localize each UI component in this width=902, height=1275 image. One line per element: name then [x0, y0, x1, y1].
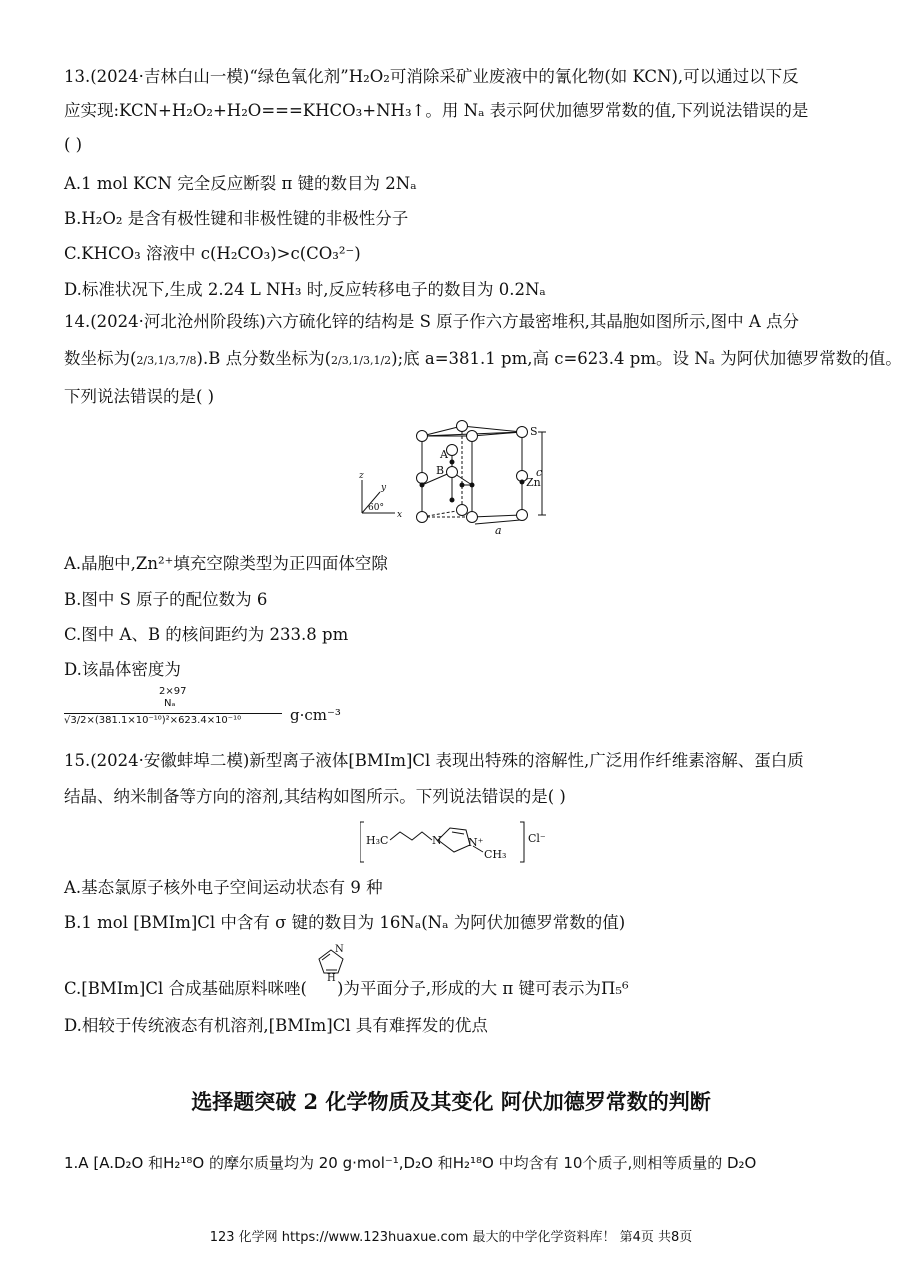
label-a-point: A: [440, 448, 448, 461]
n1-label: N: [432, 834, 442, 847]
density-unit: g·cm⁻³: [290, 706, 341, 724]
label-x-axis: x: [397, 510, 403, 520]
q13-option-a: A.1 mol KCN 完全反应断裂 π 键的数目为 2Nₐ: [64, 174, 417, 193]
q15-option-b: B.1 mol [BMIm]Cl 中含有 σ 键的数目为 16Nₐ(Nₐ 为阿伏加德罗常数的值): [64, 913, 626, 932]
q15-option-d: D.相较于传统液态有机溶剂,[BMIm]Cl 具有难挥发的优点: [64, 1016, 488, 1035]
q15-option-c-pre: C.[BMIm]Cl 合成基础原料咪唑(: [64, 979, 307, 998]
bmim-structure: [360, 818, 550, 866]
density-numerator-2: Nₐ: [164, 698, 176, 709]
label-zn: Zn: [526, 476, 541, 489]
q15-option-a: A.基态氯原子核外电子空间运动状态有 9 种: [64, 878, 383, 897]
q13-option-c: C.KHCO₃ 溶液中 c(H₂CO₃)>c(CO₃²⁻): [64, 244, 361, 263]
ch3-label: CH₃: [484, 848, 507, 861]
q14-coord-b: 2/3,1/3,1/2: [331, 354, 392, 367]
crystal-cell-figure: [350, 420, 550, 535]
n2-label: N⁺: [468, 836, 484, 849]
q15-line1: 15.(2024·安徽蚌埠二模)新型离子液体[BMIm]Cl 表现出特殊的溶解性,广泛用作纤维素溶解、蛋白质: [64, 751, 804, 770]
q13-line2: 应实现:KCN+H₂O₂+H₂O===KHCO₃+NH₃↑。用 Nₐ 表示阿伏加德罗常数的值,下列说法错误的是: [64, 101, 809, 120]
label-s: S: [530, 425, 538, 438]
fraction-bar: [64, 713, 282, 714]
label-c: c: [536, 466, 543, 479]
label-a-length: a: [495, 524, 502, 535]
q13-option-b: B.H₂O₂ 是含有极性键和非极性键的非极性分子: [64, 209, 409, 228]
q14-line2-pre: 数坐标为(: [64, 349, 137, 368]
density-denominator: √3/2×(381.1×10⁻¹⁰)²×623.4×10⁻¹⁰: [64, 715, 242, 726]
q14-coord-a: 2/3,1/3,7/8: [136, 354, 197, 367]
label-z-axis: z: [359, 471, 364, 481]
label-b-point: B: [436, 464, 445, 477]
h3c-label: H₃C: [366, 834, 389, 847]
q14-option-c: C.图中 A、B 的核间距约为 233.8 pm: [64, 625, 349, 644]
q14-line2: [64, 348, 902, 372]
q14-option-b: B.图中 S 原子的配位数为 6: [64, 590, 268, 609]
q13-option-d: D.标准状况下,生成 2.24 L NH₃ 时,反应转移电子的数目为 0.2Nₐ: [64, 280, 546, 299]
q13-line1: 13.(2024·吉林白山一模)“绿色氧化剂”H₂O₂可消除采矿业废液中的氰化物(如 KCN),可以通过以下反: [64, 67, 799, 86]
label-y-axis: y: [381, 483, 387, 493]
density-numerator-1: 2×97: [159, 686, 187, 697]
q14-line3: 下列说法错误的是( ): [64, 387, 215, 406]
q14-line1: 14.(2024·河北沧州阶段练)六方硫化锌的结构是 S 原子作六方最密堆积,其晶胞如图所示,图中 A 点分: [64, 312, 800, 331]
imidazole-structure: [313, 942, 349, 982]
label-angle: 60°: [368, 503, 384, 513]
section-title: 选择题突破 2 化学物质及其变化 阿伏加德罗常数的判断: [191, 1089, 711, 1114]
chloride-label: Cl⁻: [528, 832, 546, 845]
q15-line2: 结晶、纳米制备等方向的溶剂,其结构如图所示。下列说法错误的是( ): [64, 787, 566, 806]
imidazole-h-label: H: [327, 973, 336, 982]
imidazole-n-label: N: [335, 944, 344, 955]
q15-option-c-post: )为平面分子,形成的大 π 键可表示为Π₅⁶: [336, 979, 629, 998]
q14-line2-post: );底 a=381.1 pm,高 c=623.4 pm。设 Nₐ 为阿伏加德罗常数的值。: [391, 349, 902, 368]
q13-line3: ( ): [64, 135, 83, 154]
q14-option-a: A.晶胞中,Zn²⁺填充空隙类型为正四面体空隙: [64, 554, 388, 573]
q14-line2-mid: ).B 点分数坐标为(: [196, 349, 332, 368]
page-footer: 123 化学网 https://www.123huaxue.com 最大的中学化学资料库！ 第4页 共8页: [209, 1230, 693, 1245]
q14-option-d: D.该晶体密度为: [64, 660, 181, 679]
answer-line: 1.A [A.D₂O 和H₂¹⁸O 的摩尔质量均为 20 g·mol⁻¹,D₂O 和H₂¹⁸O 中均含有 10个质子,则相等质量的 D₂O: [64, 1154, 757, 1172]
